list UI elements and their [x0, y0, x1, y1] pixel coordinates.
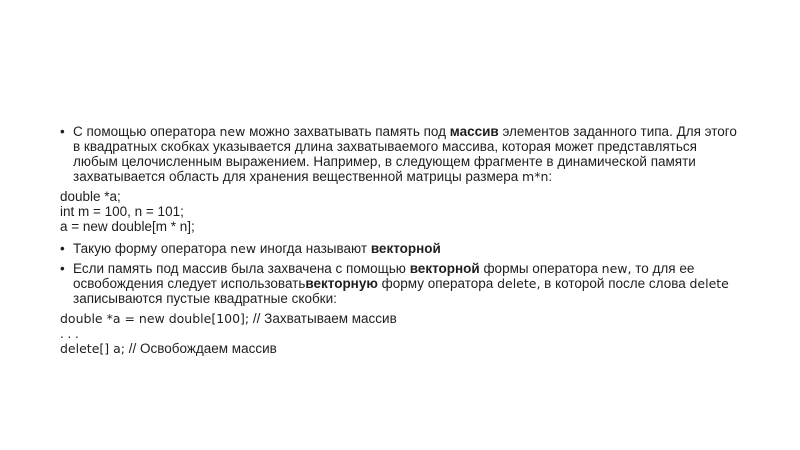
bold-term-vektornuyu: векторную	[305, 276, 378, 291]
code-line: . . .	[60, 326, 79, 341]
code-line: double *a;	[60, 189, 121, 204]
keyword-new: new	[219, 124, 246, 139]
bold-term-massiv: массив	[449, 124, 499, 139]
code-line	[60, 311, 740, 326]
code-line	[60, 341, 740, 356]
text: в которой после слова	[540, 276, 690, 291]
text: С помощью оператора	[73, 124, 220, 139]
text: форму оператора	[377, 276, 498, 291]
keyword-delete: delete	[689, 276, 729, 291]
keyword-m-n: m*n	[522, 169, 549, 184]
bullet-new-operator	[60, 124, 740, 184]
text: Такую форму оператора	[73, 241, 231, 256]
code-comment: // Освобождаем массив	[124, 341, 277, 356]
code-block-allocation	[60, 189, 740, 234]
text: то для ее освобождения следует использовать	[73, 261, 695, 291]
code-block-deallocation	[60, 311, 740, 356]
keyword-new: new,	[601, 261, 632, 276]
code-line: int m = 100, n = 101;	[60, 204, 184, 219]
keyword-new: new	[230, 241, 257, 256]
bullet-vector-form	[60, 241, 740, 256]
text: формы оператора	[479, 261, 602, 276]
text: записываются пустые квадратные скобки:	[73, 291, 337, 306]
bullet-delete-operator	[60, 261, 740, 306]
text: элементов заданного типа. Для этого в квадратных скобках указывается длина захватываемого массива, которая может представляться любым целочисленным выражением. Например, в следующем фрагменте в динамической памяти захватывается область для хранения вещественной матрицы размера	[73, 124, 737, 184]
code-comment: // Захватываем массив	[249, 311, 397, 326]
bullet-dot: •	[60, 124, 65, 139]
code-line: a = new double[m * n];	[60, 219, 195, 234]
slide-content	[60, 124, 740, 363]
keyword-delete: delete,	[497, 276, 541, 291]
text: можно захватывать память под	[245, 124, 450, 139]
text: иногда называют	[256, 241, 371, 256]
code-text: delete[] a;	[60, 341, 125, 356]
text: :	[548, 169, 553, 184]
bold-term-vektornoy: векторной	[370, 241, 441, 256]
bold-term-vektornoy: векторной	[409, 261, 480, 276]
bullet-dot: •	[60, 241, 65, 256]
code-text: double *a = new double[100];	[60, 311, 250, 326]
bullet-dot: •	[60, 261, 65, 276]
text: Если память под массив была захвачена с помощью	[73, 261, 410, 276]
